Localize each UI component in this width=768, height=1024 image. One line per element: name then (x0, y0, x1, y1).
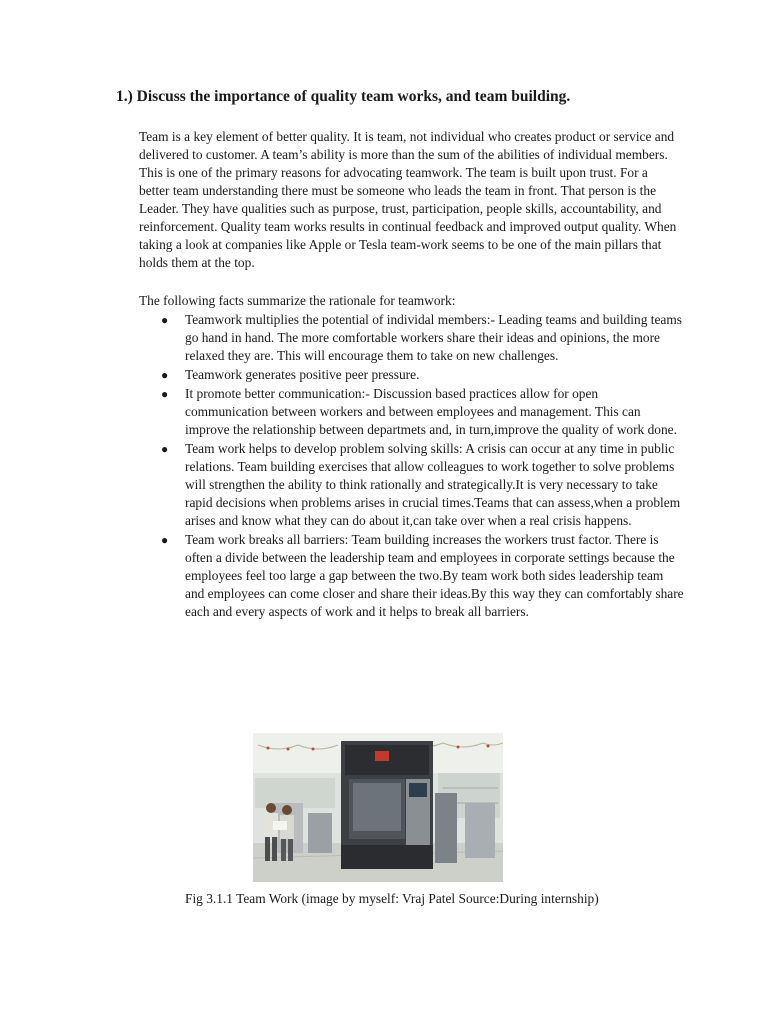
list-item-text: Teamwork multiplies the potential of individal members:- Leading teams and building teams go hand in hand. The more comfortable workers share their ideas and opinions, the more relaxed they are. This will encourage them to take on new challenges. (185, 312, 683, 363)
bullet-icon: ● (161, 533, 169, 547)
factory-photo (253, 733, 503, 882)
bullet-icon: ● (161, 313, 169, 327)
figure-caption: Fig 3.1.1 Team Work (image by myself: Vraj Patel Source:During internship) (185, 891, 599, 906)
list-item (139, 531, 684, 621)
list-item (139, 311, 684, 365)
list-item-text: Team work breaks all barriers: Team building increases the workers trust factor. There is often a divide between the leadership team and employees in corporate settings because the employees feel too large a gap between the two.By team work both sides leadership team and employees can come closer and share their ideas.By this way they can comfortably share each and every aspects of work and it helps to break all barriers. (185, 532, 684, 619)
list-item-text: It promote better communication:- Discussion based practices allow for open communication between workers and between employees and management. This can improve the relationship between departmets and, in turn,improve the quality of work done. (185, 386, 677, 437)
list-item-text: Team work helps to develop problem solving skills: A crisis can occur at any time in public relations. Team building exercises that allow colleagues to work together to solve problems will strengthen the ability to think rationally and strategically.It is very necessary to take rapid decisions when problems arises in crucial times.Teams that can assess,when a problem arises and know what they can do about it,can take over when a real crisis happens. (185, 441, 681, 528)
bullet-icon: ● (161, 442, 169, 456)
rationale-list (139, 311, 684, 622)
list-intro: The following facts summarize the rationale for teamwork: (139, 293, 456, 308)
bullet-icon: ● (161, 387, 169, 401)
bullet-icon: ● (161, 368, 169, 382)
list-item (139, 440, 684, 530)
body-paragraph: Team is a key element of better quality. It is team, not individual who creates product or service and delivered to customer. A team’s ability is more than the sum of the abilities of individual members. This is one of the primary reasons for advocating teamwork. The team is built upon trust. For a better team understanding there must be someone who leads the team in front. That person is the Leader. They have qualities such as purpose, trust, participation, people skills, accountability, and reinforcement. Quality team works results in continual feedback and improved output quality. When taking a look at companies like Apple or Tesla team-work seems to be one of the main pillars that holds them at the top. (139, 129, 677, 270)
list-item (139, 366, 684, 384)
factory-photo-illustration (253, 733, 503, 882)
list-item (139, 385, 684, 439)
list-item-text: Teamwork generates positive peer pressure. (185, 367, 420, 382)
question-heading: 1.) Discuss the importance of quality team works, and team building. (116, 88, 571, 105)
